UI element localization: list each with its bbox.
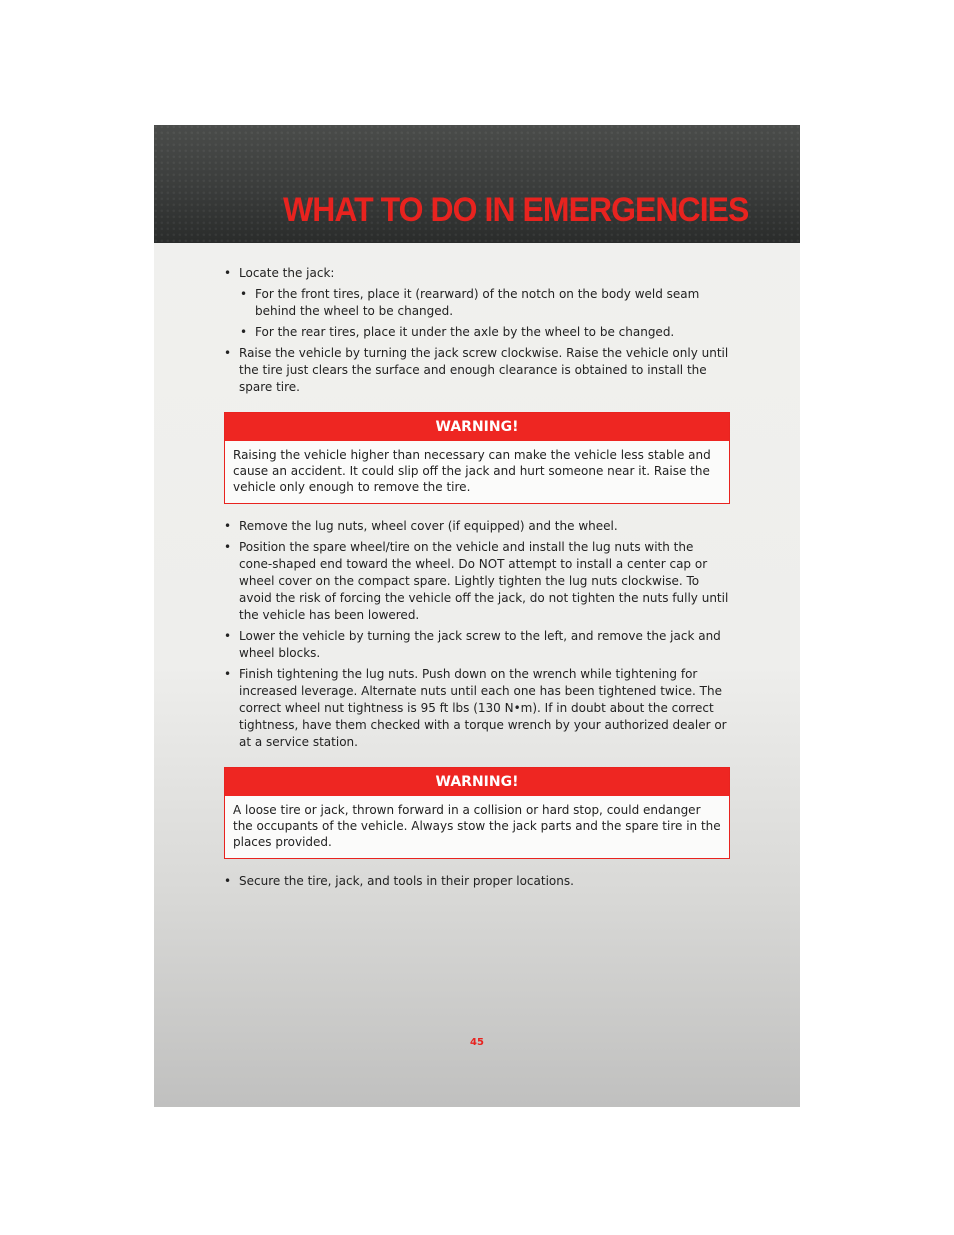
- warning-box: [224, 412, 730, 504]
- list-item: • Position the spare wheel/tire on the vehicle and install the lug nuts with the cone-shaped end toward the wheel. Do NOT attempt to install a center cap or wheel cover on the compact spare. Lightly tighten the lug nuts clockwise. To avoid the risk of forcing the vehicle off the jack, do not tighten the nuts fully until the vehicle has been lowered.: [224, 539, 730, 624]
- list-item: • Raise the vehicle by turning the jack screw clockwise. Raise the vehicle only until the tire just clears the surface and enough clearance is obtained to install the spare tire.: [224, 345, 730, 396]
- list-item: • Locate the jack:: [224, 265, 730, 282]
- warning-title: WARNING!: [225, 768, 729, 796]
- page-content: [224, 265, 730, 894]
- list-item: • Secure the tire, jack, and tools in their proper locations.: [224, 873, 730, 890]
- list-item: • Lower the vehicle by turning the jack screw to the left, and remove the jack and wheel blocks.: [224, 628, 730, 662]
- manual-page: [154, 125, 800, 1107]
- page-number: 45: [470, 1037, 484, 1048]
- warning-text: A loose tire or jack, thrown forward in a collision or hard stop, could endanger the occupants of the vehicle. Always stow the jack parts and the spare tire in the places provided.: [233, 803, 721, 849]
- list-item: • Finish tightening the lug nuts. Push down on the wrench while tightening for increased leverage. Alternate nuts until each one has been tightened twice. The correct wheel nut tightness is 95 ft lbs (130 N•m). If in doubt about the correct tightness, have them checked with a torque wrench by your authorized dealer or at a service station.: [224, 666, 730, 751]
- warning-title: WARNING!: [225, 413, 729, 441]
- warning-box: [224, 767, 730, 859]
- sub-list-item: • For the front tires, place it (rearward) of the notch on the body weld seam behind the wheel to be changed.: [240, 286, 730, 320]
- list-item: • Remove the lug nuts, wheel cover (if equipped) and the wheel.: [224, 518, 730, 535]
- warning-text: Raising the vehicle higher than necessary can make the vehicle less stable and cause an accident. It could slip off the jack and hurt someone near it. Raise the vehicle only enough to remove the tire.: [233, 448, 711, 494]
- page-header: [154, 125, 800, 243]
- page-title: WHAT TO DO IN EMERGENCIES: [283, 191, 749, 229]
- sub-list-item: • For the rear tires, place it under the axle by the wheel to be changed.: [240, 324, 730, 341]
